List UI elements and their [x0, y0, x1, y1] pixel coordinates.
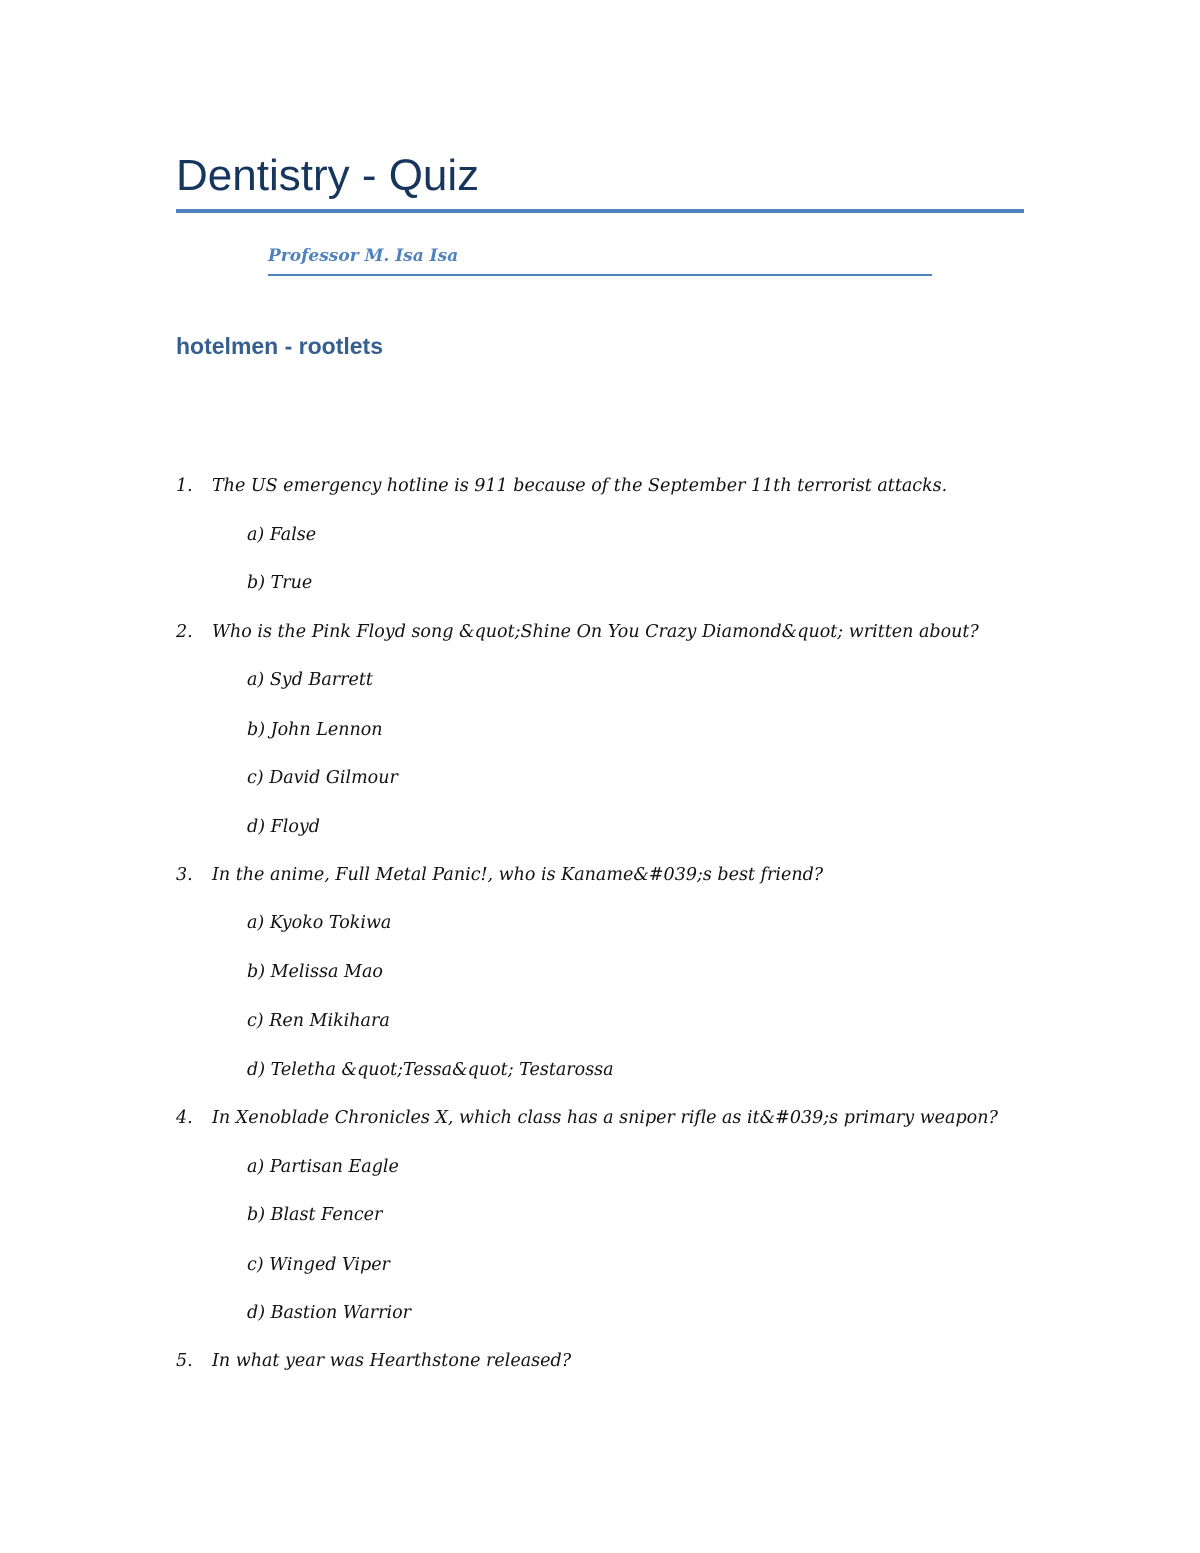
answer-option: c) David Gilmour	[247, 768, 398, 788]
answer-option: b) True	[247, 573, 313, 593]
answer-option: b) Blast Fencer	[247, 1205, 383, 1225]
question-text: In what year was Hearthstone released?	[212, 1351, 572, 1371]
subtitle-underline	[268, 274, 932, 276]
answer-option: b) John Lennon	[247, 720, 383, 740]
question-number: 2.	[176, 622, 193, 642]
question-number: 1.	[176, 476, 193, 496]
answer-option: a) Syd Barrett	[247, 670, 373, 690]
answer-option: d) Bastion Warrior	[247, 1303, 411, 1323]
answer-option: b) Melissa Mao	[247, 962, 383, 982]
title-underline	[176, 209, 1024, 213]
question-number: 5.	[176, 1351, 193, 1371]
answer-option: a) Partisan Eagle	[247, 1157, 399, 1177]
author-subtitle: Professor M. Isa Isa	[268, 246, 459, 266]
answer-option: a) Kyoko Tokiwa	[247, 913, 392, 933]
answer-option: c) Winged Viper	[247, 1255, 390, 1275]
question-text: Who is the Pink Floyd song &quot;Shine On You Crazy Diamond&quot; written about?	[212, 622, 979, 642]
answer-option: d) Floyd	[247, 817, 320, 837]
answer-option: a) False	[247, 525, 317, 545]
document-title: Dentistry - Quiz	[176, 151, 480, 200]
question-number: 4.	[176, 1108, 193, 1128]
section-heading: hotelmen - rootlets	[176, 333, 384, 359]
answer-option: d) Teletha &quot;Tessa&quot; Testarossa	[247, 1060, 614, 1080]
question-text: In the anime, Full Metal Panic!, who is Kaname&#039;s best friend?	[212, 865, 824, 885]
answer-option: c) Ren Mikihara	[247, 1011, 390, 1031]
question-number: 3.	[176, 865, 193, 885]
question-text: The US emergency hotline is 911 because of the September 11th terrorist attacks.	[212, 476, 948, 496]
question-text: In Xenoblade Chronicles X, which class has a sniper rifle as it&#039;s primary weapon?	[212, 1108, 998, 1128]
